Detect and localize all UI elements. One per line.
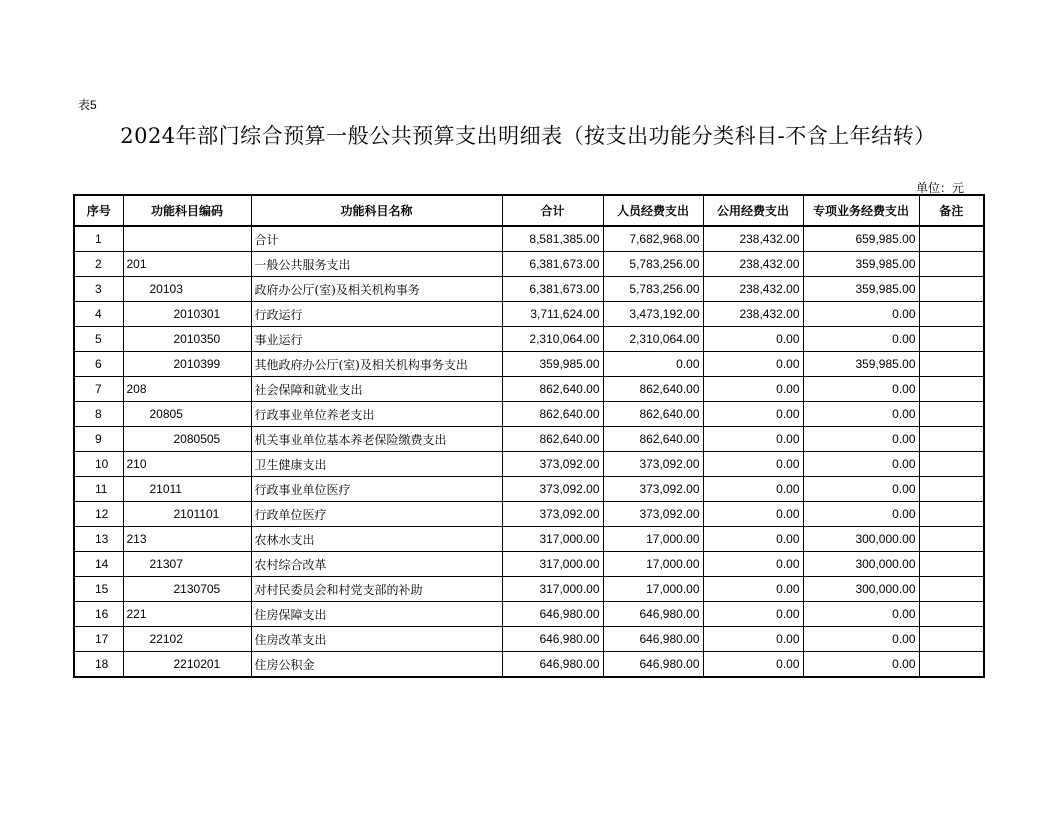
cell-name: 住房公积金: [251, 652, 502, 678]
cell-total: 646,980.00: [502, 627, 603, 652]
cell-seq: 7: [74, 377, 123, 402]
cell-seq: 5: [74, 327, 123, 352]
unit-label: 单位：元: [916, 181, 965, 195]
cell-name: 农村综合改革: [251, 552, 502, 577]
cell-note: [919, 402, 984, 427]
cell-personnel: 646,980.00: [603, 652, 703, 678]
cell-name: 住房改革支出: [251, 627, 502, 652]
header-total: 合计: [502, 195, 603, 226]
cell-personnel: 7,682,968.00: [603, 226, 703, 252]
cell-special: 0.00: [803, 302, 919, 327]
cell-total: 373,092.00: [502, 502, 603, 527]
cell-public: 0.00: [703, 652, 803, 678]
cell-total: 646,980.00: [502, 652, 603, 678]
cell-seq: 15: [74, 577, 123, 602]
header-public: 公用经费支出: [703, 195, 803, 226]
cell-total: 6,381,673.00: [502, 252, 603, 277]
cell-public: 0.00: [703, 602, 803, 627]
cell-special: 0.00: [803, 602, 919, 627]
cell-special: 0.00: [803, 377, 919, 402]
cell-code: 210: [123, 452, 251, 477]
cell-seq: 1: [74, 226, 123, 252]
cell-special: 0.00: [803, 477, 919, 502]
cell-public: 238,432.00: [703, 226, 803, 252]
cell-public: 0.00: [703, 477, 803, 502]
cell-seq: 13: [74, 527, 123, 552]
cell-name: 一般公共服务支出: [251, 252, 502, 277]
cell-special: 0.00: [803, 627, 919, 652]
cell-total: 862,640.00: [502, 377, 603, 402]
header-seq: 序号: [74, 195, 123, 226]
table-row: [74, 352, 984, 377]
cell-name: 卫生健康支出: [251, 452, 502, 477]
cell-public: 0.00: [703, 352, 803, 377]
cell-personnel: 17,000.00: [603, 527, 703, 552]
cell-total: 2,310,064.00: [502, 327, 603, 352]
cell-name: 行政事业单位医疗: [251, 477, 502, 502]
cell-public: 0.00: [703, 427, 803, 452]
cell-public: 0.00: [703, 502, 803, 527]
cell-seq: 3: [74, 277, 123, 302]
cell-seq: 18: [74, 652, 123, 678]
cell-special: 0.00: [803, 452, 919, 477]
cell-code: 2010399: [123, 352, 251, 377]
cell-note: [919, 427, 984, 452]
table-row: [74, 552, 984, 577]
cell-name: 对村民委员会和村党支部的补助: [251, 577, 502, 602]
cell-personnel: 3,473,192.00: [603, 302, 703, 327]
table-row: [74, 477, 984, 502]
header-special: 专项业务经费支出: [803, 195, 919, 226]
cell-note: [919, 452, 984, 477]
cell-seq: 11: [74, 477, 123, 502]
cell-name: 行政运行: [251, 302, 502, 327]
cell-personnel: 17,000.00: [603, 577, 703, 602]
cell-code: 221: [123, 602, 251, 627]
table-row: [74, 302, 984, 327]
cell-name: 合计: [251, 226, 502, 252]
cell-public: 0.00: [703, 577, 803, 602]
cell-personnel: 17,000.00: [603, 552, 703, 577]
cell-note: [919, 577, 984, 602]
cell-public: 0.00: [703, 527, 803, 552]
cell-name: 农林水支出: [251, 527, 502, 552]
cell-code: 20103: [123, 277, 251, 302]
cell-note: [919, 226, 984, 252]
page-title: 2024年部门综合预算一般公共预算支出明细表（按支出功能分类科目-不含上年结转）: [120, 124, 936, 148]
cell-seq: 4: [74, 302, 123, 327]
cell-note: [919, 527, 984, 552]
cell-total: 317,000.00: [502, 577, 603, 602]
cell-seq: 10: [74, 452, 123, 477]
header-note: 备注: [919, 195, 984, 226]
cell-special: 359,985.00: [803, 352, 919, 377]
cell-public: 0.00: [703, 627, 803, 652]
cell-personnel: 373,092.00: [603, 477, 703, 502]
cell-public: 238,432.00: [703, 302, 803, 327]
cell-name: 事业运行: [251, 327, 502, 352]
cell-note: [919, 502, 984, 527]
cell-public: 238,432.00: [703, 252, 803, 277]
table-row: [74, 402, 984, 427]
cell-total: 317,000.00: [502, 552, 603, 577]
cell-name: 行政单位医疗: [251, 502, 502, 527]
cell-personnel: 862,640.00: [603, 402, 703, 427]
cell-public: 238,432.00: [703, 277, 803, 302]
header-personnel: 人员经费支出: [603, 195, 703, 226]
cell-special: 0.00: [803, 652, 919, 678]
table-number: 表5: [78, 98, 97, 112]
cell-name: 其他政府办公厅(室)及相关机构事务支出: [251, 352, 502, 377]
cell-personnel: 646,980.00: [603, 602, 703, 627]
cell-seq: 9: [74, 427, 123, 452]
cell-code: 20805: [123, 402, 251, 427]
cell-note: [919, 327, 984, 352]
cell-personnel: 862,640.00: [603, 377, 703, 402]
cell-special: 300,000.00: [803, 577, 919, 602]
cell-note: [919, 277, 984, 302]
table-row: [74, 577, 984, 602]
cell-total: 373,092.00: [502, 452, 603, 477]
cell-total: 862,640.00: [502, 427, 603, 452]
cell-name: 行政事业单位养老支出: [251, 402, 502, 427]
cell-name: 政府办公厅(室)及相关机构事务: [251, 277, 502, 302]
budget-table: [73, 194, 985, 678]
table-row: [74, 226, 984, 252]
cell-public: 0.00: [703, 452, 803, 477]
cell-seq: 2: [74, 252, 123, 277]
cell-code: 2010301: [123, 302, 251, 327]
table-row: [74, 377, 984, 402]
cell-personnel: 862,640.00: [603, 427, 703, 452]
cell-note: [919, 652, 984, 678]
cell-code: 2010350: [123, 327, 251, 352]
table-header-row: [74, 195, 984, 226]
cell-total: 373,092.00: [502, 477, 603, 502]
cell-seq: 12: [74, 502, 123, 527]
table-row: [74, 452, 984, 477]
cell-special: 0.00: [803, 427, 919, 452]
cell-seq: 6: [74, 352, 123, 377]
cell-public: 0.00: [703, 402, 803, 427]
cell-note: [919, 302, 984, 327]
cell-special: 359,985.00: [803, 277, 919, 302]
cell-code: 208: [123, 377, 251, 402]
cell-special: 0.00: [803, 502, 919, 527]
table-row: [74, 427, 984, 452]
cell-code: 21307: [123, 552, 251, 577]
cell-special: 0.00: [803, 402, 919, 427]
cell-total: 317,000.00: [502, 527, 603, 552]
cell-code: 213: [123, 527, 251, 552]
cell-total: 862,640.00: [502, 402, 603, 427]
cell-special: 300,000.00: [803, 527, 919, 552]
cell-special: 0.00: [803, 327, 919, 352]
cell-code: 2130705: [123, 577, 251, 602]
cell-code: 2210201: [123, 652, 251, 678]
cell-personnel: 373,092.00: [603, 502, 703, 527]
cell-name: 机关事业单位基本养老保险缴费支出: [251, 427, 502, 452]
cell-code: 2101101: [123, 502, 251, 527]
cell-seq: 17: [74, 627, 123, 652]
table-row: [74, 627, 984, 652]
cell-seq: 8: [74, 402, 123, 427]
cell-code: 2080505: [123, 427, 251, 452]
cell-note: [919, 552, 984, 577]
cell-personnel: 373,092.00: [603, 452, 703, 477]
cell-total: 8,581,385.00: [502, 226, 603, 252]
cell-personnel: 646,980.00: [603, 627, 703, 652]
cell-note: [919, 352, 984, 377]
cell-special: 359,985.00: [803, 252, 919, 277]
cell-note: [919, 627, 984, 652]
cell-name: 社会保障和就业支出: [251, 377, 502, 402]
cell-personnel: 2,310,064.00: [603, 327, 703, 352]
table-row: [74, 252, 984, 277]
cell-name: 住房保障支出: [251, 602, 502, 627]
table-row: [74, 277, 984, 302]
cell-code: 201: [123, 252, 251, 277]
cell-public: 0.00: [703, 377, 803, 402]
header-code: 功能科目编码: [123, 195, 251, 226]
cell-total: 6,381,673.00: [502, 277, 603, 302]
cell-code: 22102: [123, 627, 251, 652]
table-row: [74, 327, 984, 352]
cell-personnel: 5,783,256.00: [603, 277, 703, 302]
cell-total: 3,711,624.00: [502, 302, 603, 327]
cell-note: [919, 252, 984, 277]
cell-public: 0.00: [703, 327, 803, 352]
table-row: [74, 527, 984, 552]
cell-code: [123, 226, 251, 252]
cell-note: [919, 602, 984, 627]
cell-total: 359,985.00: [502, 352, 603, 377]
cell-personnel: 5,783,256.00: [603, 252, 703, 277]
cell-public: 0.00: [703, 552, 803, 577]
cell-special: 659,985.00: [803, 226, 919, 252]
cell-total: 646,980.00: [502, 602, 603, 627]
table-row: [74, 652, 984, 678]
table-row: [74, 502, 984, 527]
cell-seq: 16: [74, 602, 123, 627]
cell-note: [919, 377, 984, 402]
cell-personnel: 0.00: [603, 352, 703, 377]
table-row: [74, 602, 984, 627]
cell-note: [919, 477, 984, 502]
header-name: 功能科目名称: [251, 195, 502, 226]
cell-code: 21011: [123, 477, 251, 502]
cell-special: 300,000.00: [803, 552, 919, 577]
cell-seq: 14: [74, 552, 123, 577]
